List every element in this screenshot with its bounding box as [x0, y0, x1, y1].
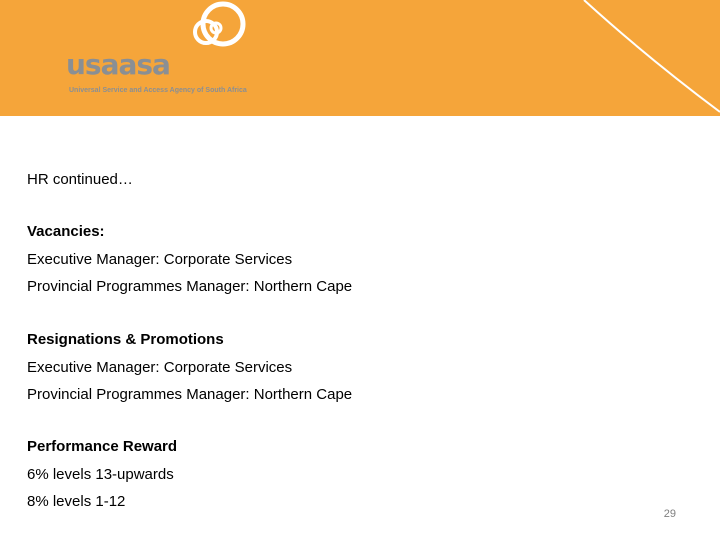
resignations-heading: Resignations & Promotions [27, 331, 224, 348]
performance-item: 8% levels 1-12 [27, 493, 126, 510]
performance-heading: Performance Reward [27, 438, 178, 455]
vacancies-item: Executive Manager: Corporate Services [27, 251, 293, 268]
vacancies-heading: Vacancies: [27, 223, 105, 240]
page-number: 29 [663, 508, 676, 520]
header-banner [0, 0, 720, 116]
logo-wordmark: usaasa [66, 48, 170, 81]
slide-intro: HR continued… [27, 171, 133, 188]
logo-rings-icon [186, 0, 250, 52]
vacancies-item: Provincial Programmes Manager: Northern Cape [27, 278, 353, 295]
logo-tagline: Universal Service and Access Agency of South Africa [69, 87, 247, 94]
resignations-item: Provincial Programmes Manager: Northern Cape [27, 386, 353, 403]
usaasa-logo [66, 0, 266, 100]
resignations-item: Executive Manager: Corporate Services [27, 359, 293, 376]
performance-item: 6% levels 13-upwards [27, 466, 174, 483]
